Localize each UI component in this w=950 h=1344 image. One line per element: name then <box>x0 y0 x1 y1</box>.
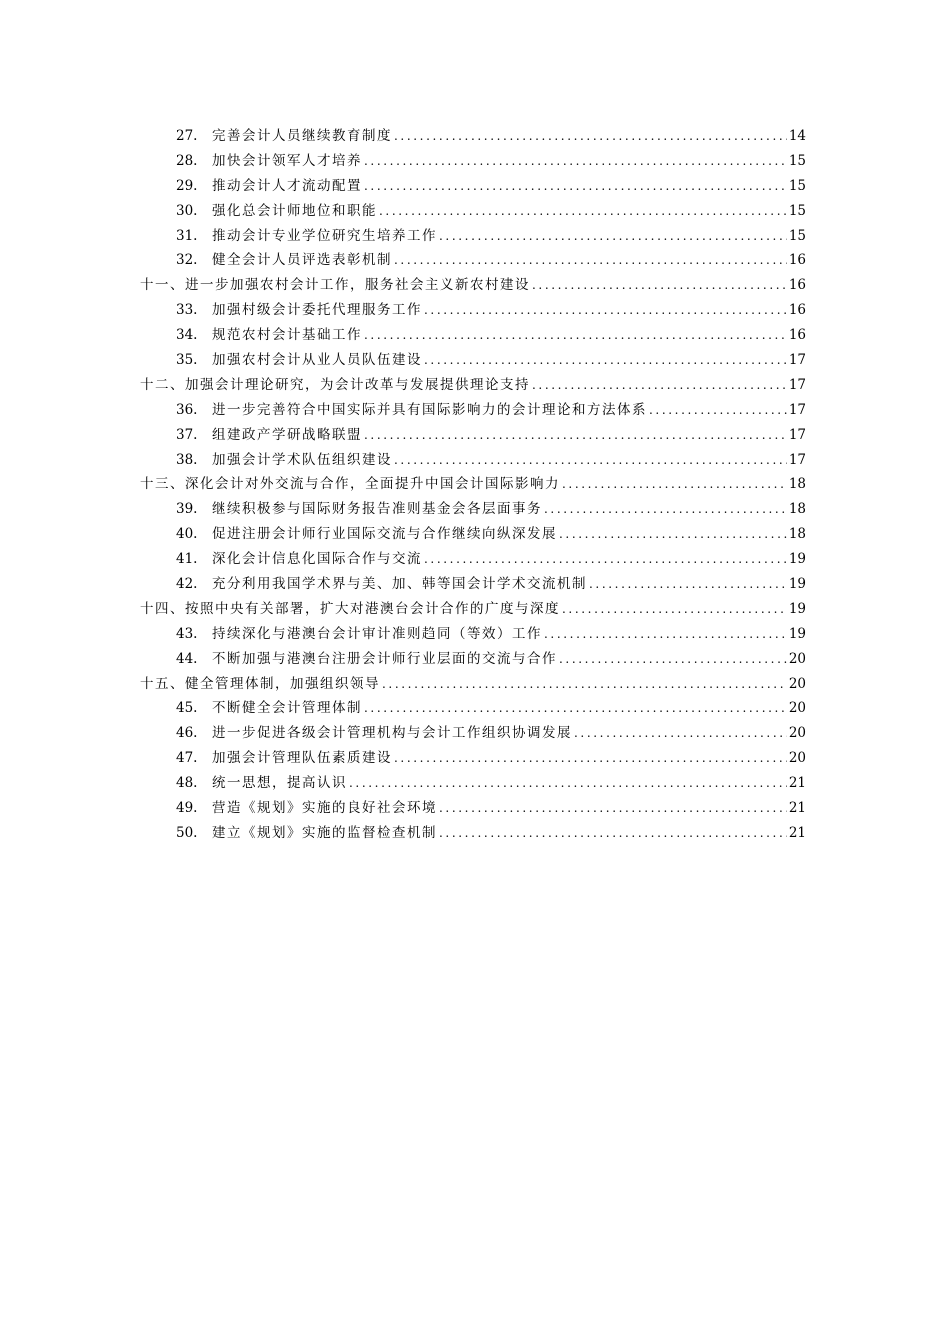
dot-leader <box>394 124 787 149</box>
toc-entry-number: 38. <box>176 451 198 468</box>
toc-entry-number: 27. <box>176 128 198 144</box>
toc-entry-title: 促进注册会计师行业国际交流与合作继续向纵深发展 <box>212 526 557 543</box>
toc-entry[interactable] <box>140 323 806 348</box>
dot-leader <box>589 572 787 597</box>
toc-entry-title: 十五、健全管理体制，加强组织领导 <box>140 675 380 692</box>
toc-entry[interactable] <box>140 796 806 821</box>
dot-leader <box>394 746 787 771</box>
dot-leader <box>559 522 787 547</box>
dot-leader <box>439 224 787 249</box>
toc-entry-title: 进一步完善符合中国实际并具有国际影响力的会计理论和方法体系 <box>212 401 647 418</box>
toc-entry[interactable] <box>140 522 806 547</box>
toc-page-number: 20 <box>788 700 806 717</box>
dot-leader <box>559 647 787 672</box>
toc-entry-title: 加强村级会计委托代理服务工作 <box>212 302 422 319</box>
toc-entry-number: 33. <box>176 302 198 319</box>
toc-entry-title: 营造《规划》实施的良好社会环境 <box>212 800 437 817</box>
toc-entry-title: 推动会计人才流动配置 <box>212 177 362 194</box>
toc-entry-title: 推动会计专业学位研究生培养工作 <box>212 227 437 244</box>
toc-entry-title: 完善会计人员继续教育制度 <box>212 128 392 144</box>
toc-entry-title: 加快会计领军人才培养 <box>212 152 362 169</box>
dot-leader <box>532 273 787 298</box>
toc-entry[interactable] <box>140 821 806 846</box>
toc-entry[interactable] <box>140 248 806 273</box>
dot-leader <box>424 298 787 323</box>
dot-leader <box>532 373 787 398</box>
dot-leader <box>364 696 787 721</box>
toc-entry[interactable] <box>140 696 806 721</box>
toc-entry[interactable] <box>140 721 806 746</box>
toc-section-heading[interactable] <box>140 273 806 298</box>
dot-leader <box>439 796 787 821</box>
toc-entry-title: 加强会计管理队伍素质建设 <box>212 750 392 767</box>
toc-section-heading[interactable] <box>140 672 806 697</box>
toc-entry-title: 十四、按照中央有关部署，扩大对港澳台会计合作的广度与深度 <box>140 600 560 617</box>
toc-page-number: 20 <box>788 750 806 767</box>
toc-section-heading[interactable] <box>140 373 806 398</box>
dot-leader <box>562 597 787 622</box>
toc-page-number: 16 <box>788 252 806 269</box>
toc-page-number: 15 <box>788 152 806 169</box>
toc-entry-number: 42. <box>176 576 198 593</box>
toc-page-number: 20 <box>788 725 806 742</box>
dot-leader <box>544 497 787 522</box>
toc-entry-number: 30. <box>176 202 198 219</box>
dot-leader <box>574 721 787 746</box>
toc-page-number: 17 <box>788 376 806 393</box>
toc-entry-title: 加强会计学术队伍组织建设 <box>212 451 392 468</box>
toc-entry[interactable] <box>140 348 806 373</box>
toc-page-number: 21 <box>788 824 806 841</box>
toc-entry-number: 45. <box>176 700 198 717</box>
toc-page-number: 17 <box>788 426 806 443</box>
toc-entry-number: 35. <box>176 352 198 369</box>
toc-entry[interactable] <box>140 398 806 423</box>
toc-entry-title: 持续深化与港澳台会计审计准则趋同（等效）工作 <box>212 625 542 642</box>
dot-leader <box>424 348 787 373</box>
toc-entry[interactable] <box>140 497 806 522</box>
toc-page-number: 21 <box>788 800 806 817</box>
toc-entry-number: 41. <box>176 551 198 568</box>
toc-entry-title: 强化总会计师地位和职能 <box>212 202 377 219</box>
toc-entry-title: 统一思想，提高认识 <box>212 775 347 792</box>
toc-entry-number: 29. <box>176 177 198 194</box>
toc-entry-title: 深化会计信息化国际合作与交流 <box>212 551 422 568</box>
dot-leader <box>364 423 787 448</box>
toc-entry[interactable] <box>140 423 806 448</box>
toc-entry-title: 组建政产学研战略联盟 <box>212 426 362 443</box>
toc-page-number: 20 <box>788 675 806 692</box>
dot-leader <box>562 472 787 497</box>
toc-entry[interactable] <box>140 298 806 323</box>
toc-entry-title: 十三、深化会计对外交流与合作，全面提升中国会计国际影响力 <box>140 476 560 493</box>
toc-page-number: 20 <box>788 650 806 667</box>
toc-entry-title: 十二、加强会计理论研究，为会计改革与发展提供理论支持 <box>140 376 530 393</box>
toc-entry-title: 健全会计人员评选表彰机制 <box>212 252 392 269</box>
toc-entry-number: 46. <box>176 725 198 742</box>
toc-page-number: 17 <box>788 451 806 468</box>
toc-page-number: 14 <box>788 128 806 144</box>
toc-page-number: 19 <box>788 576 806 593</box>
toc-entry[interactable] <box>140 149 806 174</box>
toc-entry-title: 不断健全会计管理体制 <box>212 700 362 717</box>
toc-entry-number: 49. <box>176 800 198 817</box>
toc-page-number: 17 <box>788 352 806 369</box>
dot-leader <box>364 323 787 348</box>
dot-leader <box>364 149 787 174</box>
toc-entry-title: 加强农村会计从业人员队伍建设 <box>212 352 422 369</box>
toc-page-number: 18 <box>788 526 806 543</box>
dot-leader <box>439 821 787 846</box>
toc-page-number: 16 <box>788 327 806 344</box>
toc-entry[interactable] <box>140 448 806 473</box>
toc-page-number: 15 <box>788 177 806 194</box>
toc-entry[interactable] <box>140 771 806 796</box>
toc-entry-number: 36. <box>176 401 198 418</box>
dot-leader <box>394 248 787 273</box>
toc-entry-number: 34. <box>176 327 198 344</box>
toc-entry-number: 47. <box>176 750 198 767</box>
toc-entry-title: 进一步促进各级会计管理机构与会计工作组织协调发展 <box>212 725 572 742</box>
toc-entry-title: 十一、进一步加强农村会计工作，服务社会主义新农村建设 <box>140 277 530 294</box>
toc-entry-number: 50. <box>176 824 198 841</box>
toc-entry-number: 28. <box>176 152 198 169</box>
toc-page-number: 18 <box>788 476 806 493</box>
toc-entry[interactable] <box>140 124 806 149</box>
toc-page-number: 19 <box>788 625 806 642</box>
toc-entry[interactable] <box>140 622 806 647</box>
toc-page-number: 15 <box>788 202 806 219</box>
dot-leader <box>382 672 787 697</box>
dot-leader <box>379 199 787 224</box>
toc-entry[interactable] <box>140 746 806 771</box>
toc-entry-number: 31. <box>176 227 198 244</box>
toc-page-number: 21 <box>788 775 806 792</box>
dot-leader <box>349 771 787 796</box>
toc-entry-title: 充分利用我国学术界与美、加、韩等国会计学术交流机制 <box>212 576 587 593</box>
toc-entry[interactable] <box>140 547 806 572</box>
toc-entry-number: 39. <box>176 501 198 518</box>
toc-page-number: 19 <box>788 600 806 617</box>
toc-page-number: 15 <box>788 227 806 244</box>
toc-entry-number: 37. <box>176 426 198 443</box>
toc-entry-title: 建立《规划》实施的监督检查机制 <box>212 824 437 841</box>
dot-leader <box>424 547 787 572</box>
toc-entry-number: 40. <box>176 526 198 543</box>
toc-entry[interactable] <box>140 224 806 249</box>
toc-page-number: 17 <box>788 401 806 418</box>
dot-leader <box>394 448 787 473</box>
dot-leader <box>544 622 787 647</box>
toc-page-number: 16 <box>788 277 806 294</box>
toc-entry[interactable] <box>140 174 806 199</box>
toc-entry-title: 规范农村会计基础工作 <box>212 327 362 344</box>
table-of-contents <box>140 124 806 846</box>
toc-entry-number: 44. <box>176 650 198 667</box>
toc-page-number: 16 <box>788 302 806 319</box>
toc-entry[interactable] <box>140 572 806 597</box>
toc-page-number: 19 <box>788 551 806 568</box>
dot-leader <box>364 174 787 199</box>
toc-section-heading[interactable] <box>140 472 806 497</box>
toc-section-heading[interactable] <box>140 597 806 622</box>
toc-entry-number: 48. <box>176 775 198 792</box>
toc-entry-number: 43. <box>176 625 198 642</box>
toc-entry-title: 继续积极参与国际财务报告准则基金会各层面事务 <box>212 501 542 518</box>
toc-entry-title: 不断加强与港澳台注册会计师行业层面的交流与合作 <box>212 650 557 667</box>
toc-entry[interactable] <box>140 647 806 672</box>
toc-page-number: 18 <box>788 501 806 518</box>
toc-entry[interactable] <box>140 199 806 224</box>
dot-leader <box>649 398 787 423</box>
toc-entry-number: 32. <box>176 252 198 269</box>
